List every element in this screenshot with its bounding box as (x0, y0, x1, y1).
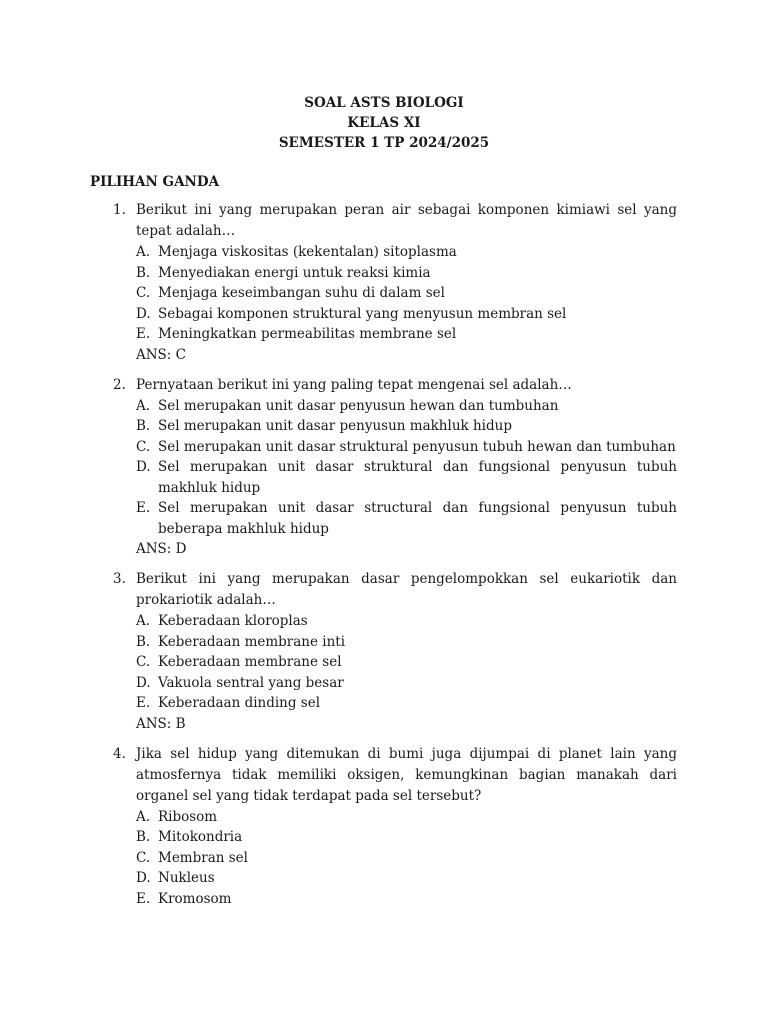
answer-option (0, 283, 677, 304)
option-text: Vakuola sentral yang besar (158, 674, 344, 691)
option-letter: B. (136, 418, 151, 434)
question-number: 3. (113, 571, 126, 587)
option-letter: A. (136, 613, 151, 629)
question-text: Berikut ini yang merupakan peran air sebagai komponen kimiawi sel yang tepat adalah… (136, 202, 677, 239)
option-text: Kromosom (158, 890, 232, 907)
question-item (0, 200, 768, 366)
question-text: Berikut ini yang merupakan dasar pengelompokkan sel eukariotik dan prokariotik adalah… (136, 571, 677, 608)
answer-option (0, 807, 677, 828)
header-title: SOAL ASTS BIOLOGI (304, 95, 464, 111)
question-text: Pernyataan berikut ini yang paling tepat mengenai sel adalah… (136, 376, 572, 393)
question-item (0, 569, 768, 735)
answer-option (0, 868, 677, 889)
question-item (0, 744, 768, 910)
option-letter: E. (136, 326, 151, 342)
question-number: 4. (113, 745, 126, 762)
answer-option (0, 848, 677, 869)
question-number: 2. (113, 376, 126, 393)
answer-option (0, 263, 677, 284)
option-text: Keberadaan membrane inti (158, 633, 346, 650)
answer-key: ANS: C (136, 346, 186, 363)
section-title: PILIHAN GANDA (90, 174, 220, 190)
option-letter: E. (136, 890, 151, 907)
answer-option (0, 396, 677, 417)
option-text: Meningkatkan permeabilitas membrane sel (158, 326, 457, 342)
answer-option (0, 416, 677, 437)
option-letter: B. (136, 633, 151, 650)
question-row (0, 744, 677, 807)
option-text: Keberadaan kloroplas (158, 613, 308, 629)
option-letter: C. (136, 438, 151, 455)
answer-option (0, 652, 677, 673)
option-letter: D. (136, 674, 151, 691)
option-letter: E. (136, 500, 151, 516)
option-text: Sel merupakan unit dasar structural dan fungsional penyusun tubuh beberapa makhluk hidup (158, 500, 677, 537)
question-item (0, 375, 768, 561)
option-text: Nukleus (158, 870, 215, 886)
option-text: Sel merupakan unit dasar struktural dan fungsional penyusun tubuh makhluk hidup (158, 459, 677, 496)
option-letter: B. (136, 829, 151, 845)
option-text: Menyediakan energi untuk reaksi kimia (158, 264, 431, 281)
answer-option (0, 632, 677, 653)
question-row (0, 375, 677, 396)
answer-key: ANS: B (136, 715, 186, 732)
header-class: KELAS XI (347, 115, 421, 131)
answer-option (0, 827, 677, 848)
answer-option (0, 693, 677, 714)
option-text: Sebagai komponen struktural yang menyusun membran sel (158, 305, 567, 322)
question-text: Jika sel hidup yang ditemukan di bumi juga dijumpai di planet lain yang atmosfernya tidak memiliki oksigen, kemungkinan bagian manakah dari organel sel yang tidak terdapat pada sel tersebut? (136, 745, 677, 804)
option-text: Ribosom (158, 808, 218, 825)
answer-option (0, 242, 677, 263)
option-text: Sel merupakan unit dasar penyusun makhluk hidup (158, 418, 512, 434)
question-row (0, 569, 677, 611)
option-text: Sel merupakan unit dasar struktural penyusun tubuh hewan dan tumbuhan (158, 438, 676, 455)
option-letter: C. (136, 849, 151, 866)
question-list (0, 200, 768, 918)
option-letter: E. (136, 695, 151, 711)
header-semester: SEMESTER 1 TP 2024/2025 (278, 135, 490, 151)
option-letter: C. (136, 654, 151, 670)
document-header (0, 93, 768, 153)
option-letter: D. (136, 459, 151, 475)
option-letter: A. (136, 397, 151, 414)
answer-option (0, 324, 677, 345)
option-letter: A. (136, 808, 151, 825)
answer-option (0, 673, 677, 694)
answer-option (0, 611, 677, 632)
question-row (0, 200, 677, 242)
option-letter: D. (136, 305, 151, 322)
option-text: Keberadaan membrane sel (158, 654, 342, 670)
answer-option (0, 437, 677, 458)
question-number: 1. (113, 202, 126, 218)
option-letter: C. (136, 285, 151, 301)
option-letter: A. (136, 244, 151, 260)
option-letter: D. (136, 870, 151, 886)
answer-option (0, 304, 677, 325)
option-text: Menjaga keseimbangan suhu di dalam sel (158, 285, 445, 301)
option-text: Keberadaan dinding sel (158, 695, 321, 711)
option-text: Sel merupakan unit dasar penyusun hewan dan tumbuhan (158, 397, 559, 414)
answer-option (0, 889, 677, 910)
answer-option (0, 498, 677, 539)
answer-option (0, 457, 677, 498)
option-text: Membran sel (158, 849, 248, 866)
answer-key: ANS: D (136, 541, 187, 557)
option-text: Menjaga viskositas (kekentalan) sitoplasma (158, 244, 457, 260)
option-letter: B. (136, 264, 151, 281)
option-text: Mitokondria (158, 829, 243, 845)
